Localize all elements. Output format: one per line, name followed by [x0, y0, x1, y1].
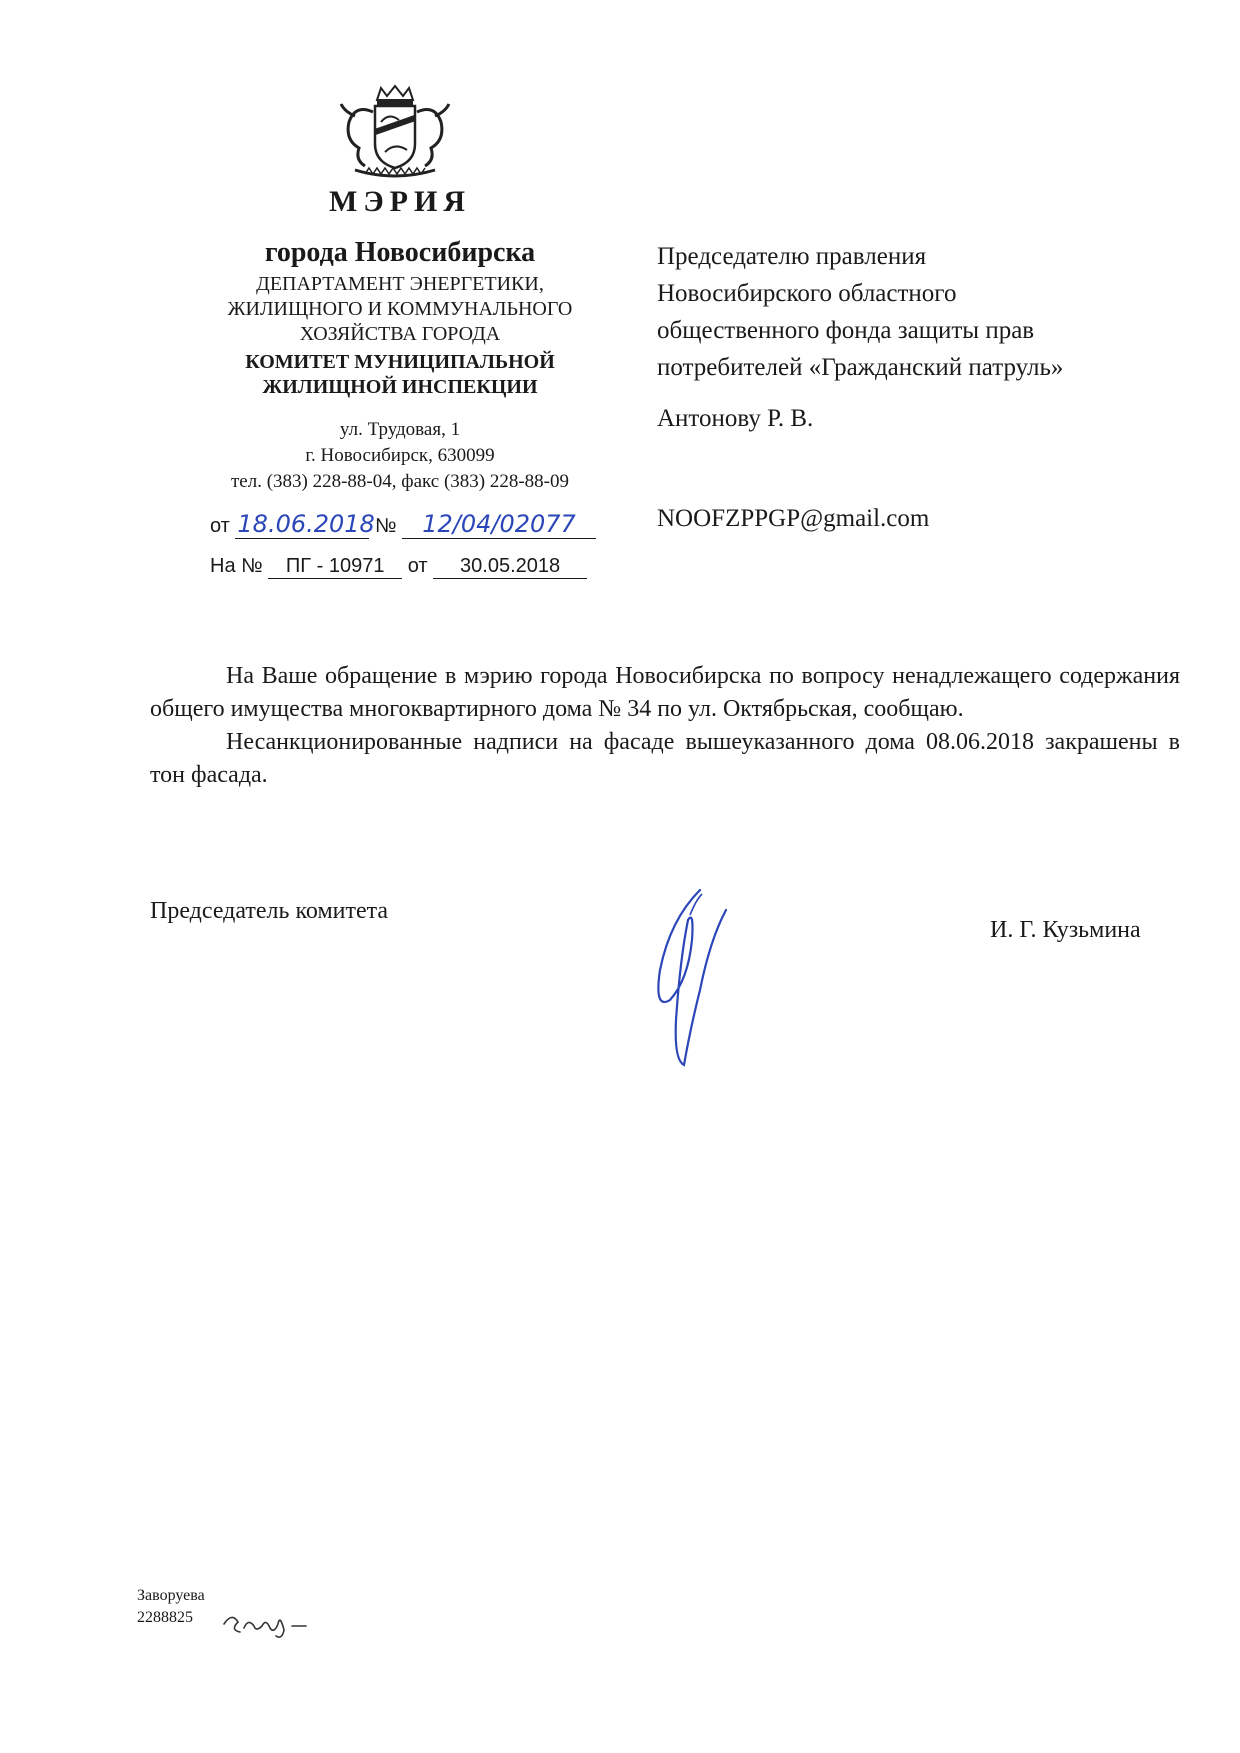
addressee-name: Антонову Р. В.	[657, 405, 814, 432]
department-line: ХОЗЯЙСТВА ГОРОДА	[299, 323, 501, 345]
org-address	[150, 417, 650, 495]
number-label: №	[374, 515, 397, 537]
committee-line: ЖИЛИЩНОЙ ИНСПЕКЦИИ	[262, 376, 538, 398]
body-paragraph: Несанкционированные надписи на фасаде вышеуказанного дома 08.06.2018 закрашены в тон фасада.	[150, 729, 1180, 788]
address-line: ул. Трудовая, 1	[339, 419, 461, 440]
addressee-line: Новосибирского областного	[657, 280, 957, 307]
addressee-line: потребителей «Гражданский патруль»	[657, 354, 1064, 381]
registration-row	[210, 510, 596, 539]
from-label: от	[210, 515, 230, 537]
signatory-title: Председатель комитета	[150, 898, 389, 924]
address-line: тел. (383) 228-88-04, факс (383) 228-88-09	[230, 471, 570, 492]
department-name	[160, 272, 640, 347]
reply-reference-row	[210, 555, 587, 579]
committee-name	[160, 350, 640, 400]
addressee-line: общественного фонда защиты прав	[657, 317, 1035, 344]
letter-body	[150, 660, 1180, 792]
executor-name: Заворуева	[137, 1587, 205, 1604]
addressee-email: NOOFZPPGP@gmail.com	[657, 505, 930, 532]
reply-label: На №	[210, 555, 263, 577]
org-city: города Новосибирска	[264, 237, 536, 268]
handwritten-initials-icon	[220, 1600, 340, 1640]
department-line: ЖИЛИЩНОГО И КОММУНАЛЬНОГО	[227, 298, 573, 320]
executor-phone: 2288825	[137, 1609, 193, 1626]
coat-of-arms-icon	[325, 82, 465, 182]
addressee-line: Председателю правления	[657, 243, 927, 270]
reply-from-label: от	[407, 555, 428, 577]
committee-line: КОМИТЕТ МУНИЦИПАЛЬНОЙ	[245, 351, 555, 373]
signature-icon	[630, 880, 740, 1080]
reply-date: 30.05.2018	[433, 555, 587, 579]
org-name: МЭРИЯ	[329, 185, 471, 218]
department-line: ДЕПАРТАМЕНТ ЭНЕРГЕТИКИ,	[256, 273, 544, 295]
signatory-name: И. Г. Кузьмина	[990, 917, 1141, 943]
address-line: г. Новосибирск, 630099	[305, 445, 495, 466]
reply-number: ПГ - 10971	[268, 555, 402, 579]
addressee-block	[657, 238, 1177, 386]
outgoing-number: 12/04/02077	[402, 510, 596, 539]
executor-info	[137, 1585, 205, 1629]
body-paragraph: На Ваше обращение в мэрию города Новосибирска по вопросу ненадлежащего содержания общего имущества многоквартирного дома № 34 по ул. Октябрьская, сообщаю.	[150, 663, 1180, 722]
outgoing-date: 18.06.2018	[237, 510, 375, 538]
